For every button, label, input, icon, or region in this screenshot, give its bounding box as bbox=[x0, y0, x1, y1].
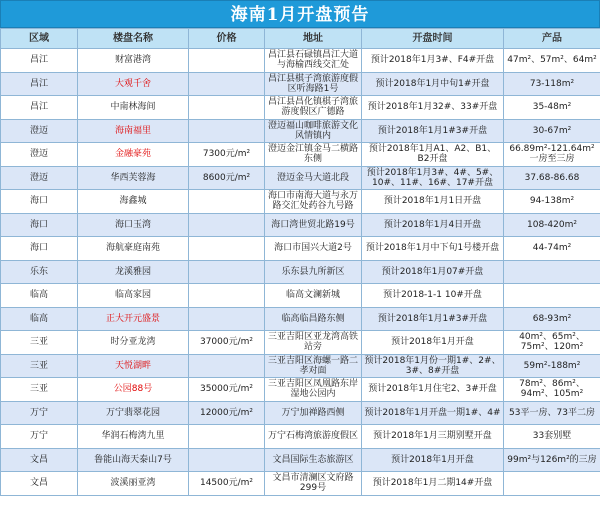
cell-product bbox=[504, 260, 600, 284]
header-region: 区域 bbox=[1, 29, 78, 49]
cell-open-time: 预计2018年1月开盘一期1#、4# bbox=[362, 401, 504, 425]
table-row bbox=[1, 49, 600, 73]
cell-price bbox=[189, 307, 265, 331]
cell-region: 澄迈 bbox=[1, 166, 78, 190]
cell-region: 乐东 bbox=[1, 260, 78, 284]
cell-product: 108-420m² bbox=[504, 213, 600, 237]
cell-region: 澄迈 bbox=[1, 119, 78, 143]
cell-region: 海口 bbox=[1, 237, 78, 261]
header-open-time: 开盘时间 bbox=[362, 29, 504, 49]
cell-name: 临高家园 bbox=[78, 284, 189, 308]
cell-open-time: 预计2018年1月三期别墅开盘 bbox=[362, 425, 504, 449]
cell-product: 68-93m² bbox=[504, 307, 600, 331]
table-row bbox=[1, 96, 600, 120]
cell-product: 59m²-188m² bbox=[504, 354, 600, 378]
cell-address: 澄迈金马大道北段 bbox=[265, 166, 362, 190]
cell-product: 78m²、86m²、94m²、105m² bbox=[504, 378, 600, 402]
cell-name: 华润石梅湾九里 bbox=[78, 425, 189, 449]
cell-open-time: 预计2018年1月3#、F4#开盘 bbox=[362, 49, 504, 73]
table-row bbox=[1, 119, 600, 143]
cell-open-time: 预计2018年1月A1、A2、B1、B2开盘 bbox=[362, 143, 504, 167]
cell-open-time: 预计2018年1月份一期1#、2#、3#、8#开盘 bbox=[362, 354, 504, 378]
cell-open-time: 预计2018年1月中下旬1号楼开盘 bbox=[362, 237, 504, 261]
table-row bbox=[1, 448, 600, 472]
cell-region: 昌江 bbox=[1, 49, 78, 73]
cell-price: 7300元/m² bbox=[189, 143, 265, 167]
cell-address: 昌江县石碌镇昌江大道与海榆西线交汇处 bbox=[265, 49, 362, 73]
header-price: 价格 bbox=[189, 29, 265, 49]
table-row bbox=[1, 331, 600, 355]
cell-price bbox=[189, 284, 265, 308]
table-row bbox=[1, 143, 600, 167]
cell-region: 昌江 bbox=[1, 96, 78, 120]
cell-open-time: 预计2018-1-1 10#开盘 bbox=[362, 284, 504, 308]
table-row bbox=[1, 307, 600, 331]
cell-name: 财富港湾 bbox=[78, 49, 189, 73]
cell-open-time: 预计2018年1月07#开盘 bbox=[362, 260, 504, 284]
cell-open-time: 预计2018年1月3#、4#、5#、10#、11#、16#、17#开盘 bbox=[362, 166, 504, 190]
cell-region: 三亚 bbox=[1, 331, 78, 355]
cell-price bbox=[189, 96, 265, 120]
cell-address: 文昌国际生态旅游区 bbox=[265, 448, 362, 472]
cell-region: 临高 bbox=[1, 284, 78, 308]
cell-address: 澄迈金江镇金马二横路东侧 bbox=[265, 143, 362, 167]
cell-open-time: 预计2018年1月1#3#开盘 bbox=[362, 307, 504, 331]
cell-product: 40m²、65m²、75m²、120m² bbox=[504, 331, 600, 355]
cell-address: 海口市南海大道与永万路交汇处药谷九号路 bbox=[265, 190, 362, 214]
cell-name: 海鑫城 bbox=[78, 190, 189, 214]
table-row bbox=[1, 354, 600, 378]
cell-address: 海口湾世贸北路19号 bbox=[265, 213, 362, 237]
cell-name: 中南林海间 bbox=[78, 96, 189, 120]
cell-name: 龙溪雅园 bbox=[78, 260, 189, 284]
header-name: 楼盘名称 bbox=[78, 29, 189, 49]
table-header-row bbox=[1, 29, 600, 49]
cell-open-time: 预计2018年1月二期14#开盘 bbox=[362, 472, 504, 496]
cell-product: 33套别墅 bbox=[504, 425, 600, 449]
table-row bbox=[1, 401, 600, 425]
table-row bbox=[1, 472, 600, 496]
cell-price bbox=[189, 448, 265, 472]
cell-name: 波溪丽亚湾 bbox=[78, 472, 189, 496]
cell-price bbox=[189, 72, 265, 96]
table-row bbox=[1, 425, 600, 449]
cell-address: 乐东县九所新区 bbox=[265, 260, 362, 284]
cell-open-time: 预计2018年1月开盘 bbox=[362, 331, 504, 355]
cell-product: 53平一房、73平二房 bbox=[504, 401, 600, 425]
page-title: 海南1月开盘预告 bbox=[0, 0, 600, 28]
cell-address: 昌江县昌化镇棋子湾旅游度假区广德路 bbox=[265, 96, 362, 120]
cell-price bbox=[189, 354, 265, 378]
cell-price: 14500元/m² bbox=[189, 472, 265, 496]
cell-price bbox=[189, 190, 265, 214]
cell-open-time: 预计2018年1月中旬1#开盘 bbox=[362, 72, 504, 96]
cell-open-time: 预计2018年1月开盘 bbox=[362, 448, 504, 472]
cell-name: 海口玉湾 bbox=[78, 213, 189, 237]
cell-region: 万宁 bbox=[1, 425, 78, 449]
cell-name: 万宁翡翠花园 bbox=[78, 401, 189, 425]
cell-name: 时分亚龙湾 bbox=[78, 331, 189, 355]
cell-product: 73-118m² bbox=[504, 72, 600, 96]
cell-address: 文昌市清澜区文府路299号 bbox=[265, 472, 362, 496]
cell-address: 昌江县棋子湾旅游度假区听海路1号 bbox=[265, 72, 362, 96]
cell-name: 华西芙蓉海 bbox=[78, 166, 189, 190]
cell-region: 海口 bbox=[1, 213, 78, 237]
cell-region: 文昌 bbox=[1, 472, 78, 496]
cell-price bbox=[189, 260, 265, 284]
cell-price: 35000元/m² bbox=[189, 378, 265, 402]
cell-product: 99m²与126m²的三房 bbox=[504, 448, 600, 472]
cell-open-time: 预计2018年1月1日开盘 bbox=[362, 190, 504, 214]
cell-open-time: 预计2018年1月住宅2、3#开盘 bbox=[362, 378, 504, 402]
cell-price: 12000元/m² bbox=[189, 401, 265, 425]
cell-open-time: 预计2018年1月1#3#开盘 bbox=[362, 119, 504, 143]
cell-region: 万宁 bbox=[1, 401, 78, 425]
table-row bbox=[1, 213, 600, 237]
cell-price bbox=[189, 237, 265, 261]
cell-name: 海南福里 bbox=[78, 119, 189, 143]
cell-name: 天悦湖畔 bbox=[78, 354, 189, 378]
cell-price: 8600元/m² bbox=[189, 166, 265, 190]
table-row bbox=[1, 190, 600, 214]
cell-product: 37.68-86.68 bbox=[504, 166, 600, 190]
cell-region: 三亚 bbox=[1, 354, 78, 378]
table-row bbox=[1, 237, 600, 261]
table-row bbox=[1, 166, 600, 190]
cell-address: 万宁加禅路西侧 bbox=[265, 401, 362, 425]
cell-product: 35-48m² bbox=[504, 96, 600, 120]
cell-name: 金融豪苑 bbox=[78, 143, 189, 167]
cell-price bbox=[189, 425, 265, 449]
cell-product: 66.89m²-121.64m²一房至三房 bbox=[504, 143, 600, 167]
cell-address: 澄迈福山咖啡旅游文化风情镇内 bbox=[265, 119, 362, 143]
cell-region: 昌江 bbox=[1, 72, 78, 96]
cell-price bbox=[189, 119, 265, 143]
cell-address: 三亚吉阳区凤凰路东岸湿地公园内 bbox=[265, 378, 362, 402]
cell-price: 37000元/m² bbox=[189, 331, 265, 355]
cell-address: 临高文澜新城 bbox=[265, 284, 362, 308]
table-row bbox=[1, 260, 600, 284]
cell-region: 临高 bbox=[1, 307, 78, 331]
table-row bbox=[1, 284, 600, 308]
cell-region: 海口 bbox=[1, 190, 78, 214]
cell-address: 万宁石梅湾旅游度假区 bbox=[265, 425, 362, 449]
cell-price bbox=[189, 49, 265, 73]
cell-name: 公园88号 bbox=[78, 378, 189, 402]
cell-name: 鲁能山海天泰山7号 bbox=[78, 448, 189, 472]
cell-open-time: 预计2018年1月32#、33#开盘 bbox=[362, 96, 504, 120]
cell-product: 44-74m² bbox=[504, 237, 600, 261]
cell-region: 文昌 bbox=[1, 448, 78, 472]
cell-name: 大观千舍 bbox=[78, 72, 189, 96]
cell-product: 47m²、57m²、64m² bbox=[504, 49, 600, 73]
cell-address: 临高临昌路东侧 bbox=[265, 307, 362, 331]
cell-address: 海口市国兴大道2号 bbox=[265, 237, 362, 261]
cell-product: 30-67m² bbox=[504, 119, 600, 143]
cell-region: 澄迈 bbox=[1, 143, 78, 167]
cell-product bbox=[504, 284, 600, 308]
cell-address: 三亚吉阳区亚龙湾高铁站旁 bbox=[265, 331, 362, 355]
cell-price bbox=[189, 213, 265, 237]
cell-region: 三亚 bbox=[1, 378, 78, 402]
table-row bbox=[1, 378, 600, 402]
cell-product bbox=[504, 472, 600, 496]
cell-product: 94-138m² bbox=[504, 190, 600, 214]
cell-name: 正大开元盛景 bbox=[78, 307, 189, 331]
header-product: 产品 bbox=[504, 29, 600, 49]
header-address: 地址 bbox=[265, 29, 362, 49]
cell-address: 三亚吉阳区海螺一路二孝对面 bbox=[265, 354, 362, 378]
cell-open-time: 预计2018年1月4日开盘 bbox=[362, 213, 504, 237]
table-row bbox=[1, 72, 600, 96]
cell-name: 海航豪庭南苑 bbox=[78, 237, 189, 261]
opening-schedule-table bbox=[0, 28, 600, 496]
